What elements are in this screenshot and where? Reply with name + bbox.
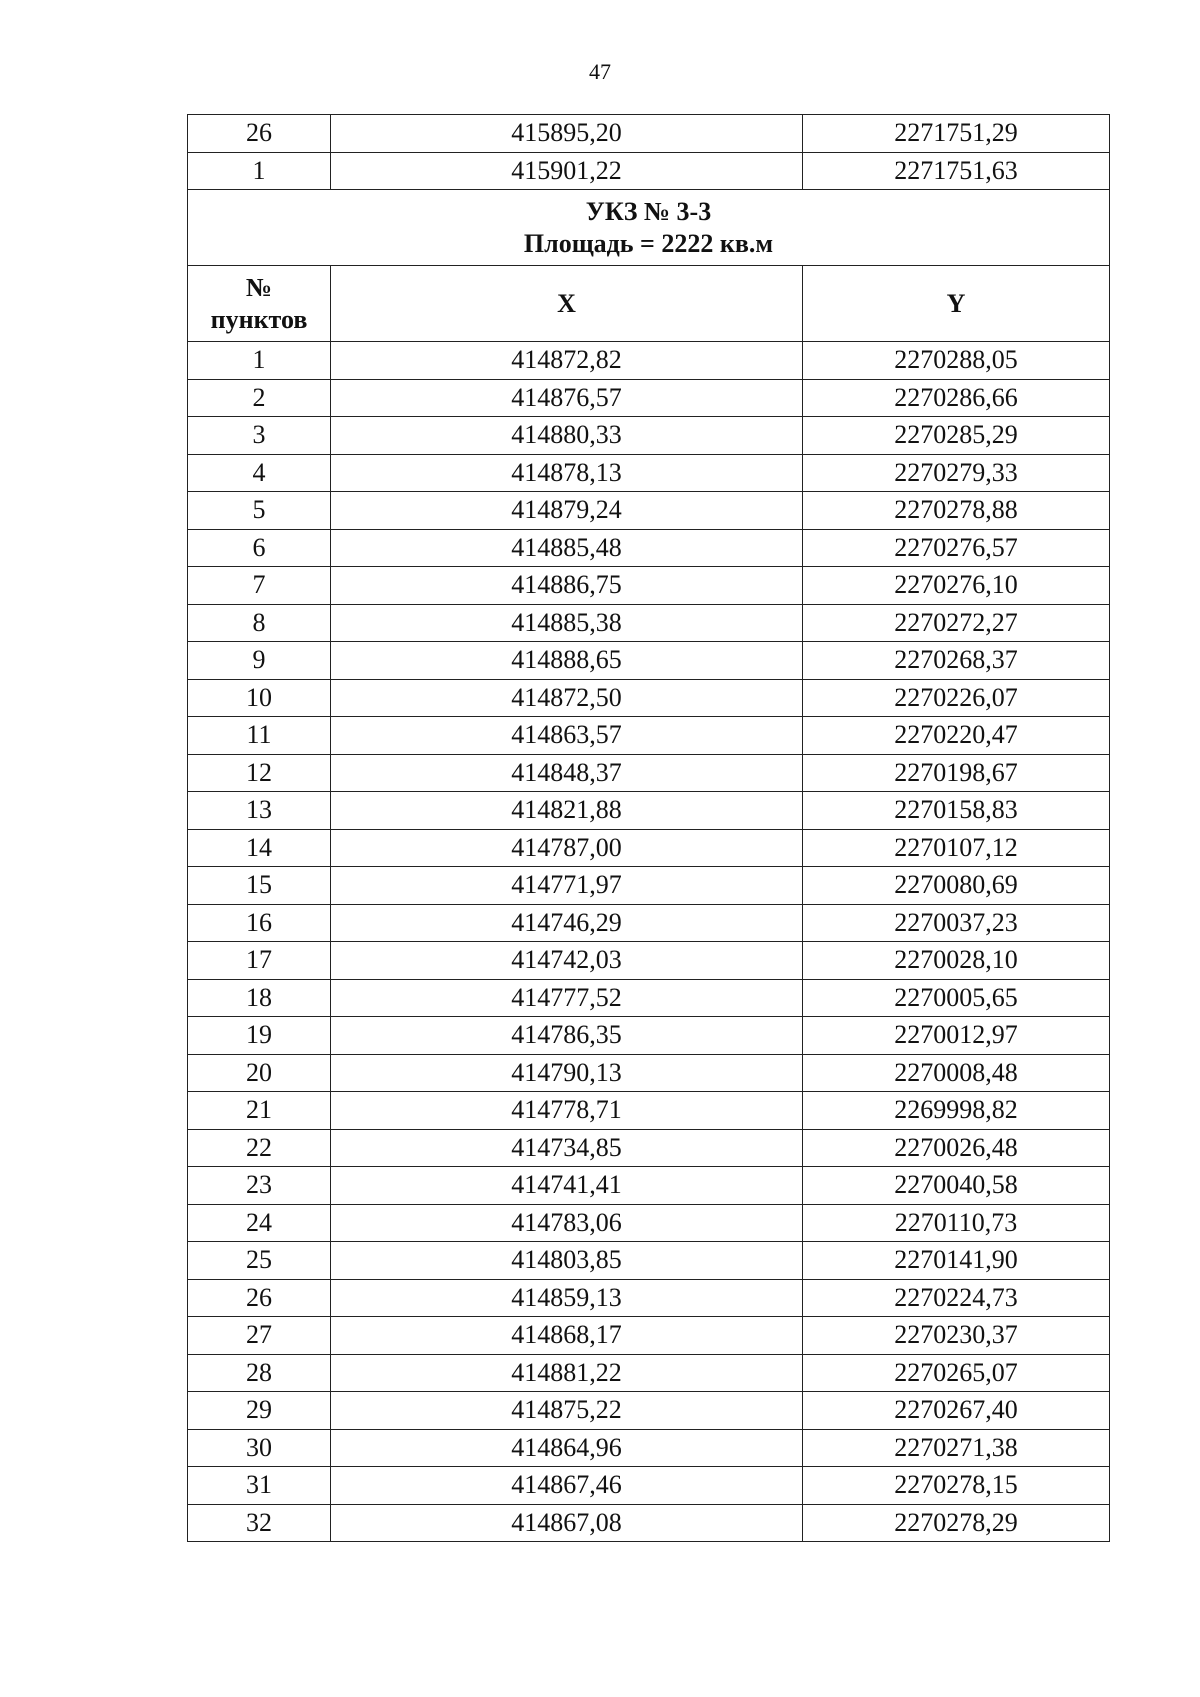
point-number-cell: 2 bbox=[188, 379, 331, 417]
point-number-cell: 29 bbox=[188, 1392, 331, 1430]
y-cell: 2270271,38 bbox=[803, 1429, 1110, 1467]
y-cell: 2270220,47 bbox=[803, 717, 1110, 755]
point-number-cell: 16 bbox=[188, 904, 331, 942]
y-cell: 2270265,07 bbox=[803, 1354, 1110, 1392]
x-cell: 414881,22 bbox=[331, 1354, 803, 1392]
point-number-cell: 23 bbox=[188, 1167, 331, 1205]
table-row bbox=[188, 492, 1110, 530]
x-cell: 414875,22 bbox=[331, 1392, 803, 1430]
point-number-cell: 15 bbox=[188, 867, 331, 905]
y-cell: 2270110,73 bbox=[803, 1204, 1110, 1242]
section-heading bbox=[188, 190, 1110, 266]
table-row bbox=[188, 1467, 1110, 1505]
table-row bbox=[188, 642, 1110, 680]
x-cell: 414888,65 bbox=[331, 642, 803, 680]
x-cell: 415901,22 bbox=[331, 152, 803, 190]
table-row bbox=[188, 152, 1110, 190]
point-number-cell: 1 bbox=[188, 342, 331, 380]
section-heading-row bbox=[188, 190, 1110, 266]
point-number-cell: 32 bbox=[188, 1504, 331, 1542]
x-cell: 414741,41 bbox=[331, 1167, 803, 1205]
point-number-cell: 26 bbox=[188, 115, 331, 153]
x-cell: 414867,46 bbox=[331, 1467, 803, 1505]
x-cell: 414742,03 bbox=[331, 942, 803, 980]
y-cell: 2270198,67 bbox=[803, 754, 1110, 792]
x-cell: 414771,97 bbox=[331, 867, 803, 905]
x-cell: 414880,33 bbox=[331, 417, 803, 455]
y-cell: 2269998,82 bbox=[803, 1092, 1110, 1130]
x-cell: 414821,88 bbox=[331, 792, 803, 830]
table-row bbox=[188, 792, 1110, 830]
header-point-number bbox=[188, 266, 331, 342]
x-cell: 414803,85 bbox=[331, 1242, 803, 1280]
table-row bbox=[188, 829, 1110, 867]
table-row bbox=[188, 754, 1110, 792]
table-row bbox=[188, 1017, 1110, 1055]
table-row bbox=[188, 529, 1110, 567]
y-cell: 2270285,29 bbox=[803, 417, 1110, 455]
point-number-cell: 20 bbox=[188, 1054, 331, 1092]
page-number: 47 bbox=[589, 59, 611, 84]
table-row bbox=[188, 717, 1110, 755]
x-cell: 414786,35 bbox=[331, 1017, 803, 1055]
y-cell: 2270158,83 bbox=[803, 792, 1110, 830]
point-number-cell: 9 bbox=[188, 642, 331, 680]
y-cell: 2270040,58 bbox=[803, 1167, 1110, 1205]
header-row bbox=[188, 266, 1110, 342]
x-cell: 414872,82 bbox=[331, 342, 803, 380]
point-number-cell: 30 bbox=[188, 1429, 331, 1467]
y-cell: 2270278,29 bbox=[803, 1504, 1110, 1542]
y-cell: 2270008,48 bbox=[803, 1054, 1110, 1092]
table-row bbox=[188, 567, 1110, 605]
table-row bbox=[188, 1429, 1110, 1467]
y-cell: 2270286,66 bbox=[803, 379, 1110, 417]
table-row bbox=[188, 979, 1110, 1017]
table-row bbox=[188, 604, 1110, 642]
section-title: УКЗ № 3-3 bbox=[585, 196, 712, 226]
header-x: X bbox=[331, 266, 803, 342]
y-cell: 2270012,97 bbox=[803, 1017, 1110, 1055]
point-number-cell: 11 bbox=[188, 717, 331, 755]
x-cell: 414787,00 bbox=[331, 829, 803, 867]
point-number-cell: 5 bbox=[188, 492, 331, 530]
y-cell: 2270272,27 bbox=[803, 604, 1110, 642]
header-num-sign: № bbox=[245, 272, 273, 302]
header-y: Y bbox=[803, 266, 1110, 342]
point-number-cell: 7 bbox=[188, 567, 331, 605]
x-cell: 414885,38 bbox=[331, 604, 803, 642]
x-cell: 414867,08 bbox=[331, 1504, 803, 1542]
y-cell: 2270080,69 bbox=[803, 867, 1110, 905]
point-number-cell: 24 bbox=[188, 1204, 331, 1242]
x-cell: 414879,24 bbox=[331, 492, 803, 530]
header-num-label: пунктов bbox=[210, 304, 308, 334]
x-cell: 414746,29 bbox=[331, 904, 803, 942]
x-cell: 414859,13 bbox=[331, 1279, 803, 1317]
x-cell: 414872,50 bbox=[331, 679, 803, 717]
x-cell: 415895,20 bbox=[331, 115, 803, 153]
point-number-cell: 14 bbox=[188, 829, 331, 867]
table-row bbox=[188, 1504, 1110, 1542]
point-number-cell: 31 bbox=[188, 1467, 331, 1505]
y-cell: 2270028,10 bbox=[803, 942, 1110, 980]
table-row bbox=[188, 1392, 1110, 1430]
y-cell: 2270288,05 bbox=[803, 342, 1110, 380]
y-cell: 2271751,29 bbox=[803, 115, 1110, 153]
table-row bbox=[188, 942, 1110, 980]
table-row bbox=[188, 454, 1110, 492]
y-cell: 2270276,10 bbox=[803, 567, 1110, 605]
table-row bbox=[188, 342, 1110, 380]
table-row bbox=[188, 679, 1110, 717]
y-cell: 2271751,63 bbox=[803, 152, 1110, 190]
point-number-cell: 10 bbox=[188, 679, 331, 717]
point-number-cell: 27 bbox=[188, 1317, 331, 1355]
x-cell: 414876,57 bbox=[331, 379, 803, 417]
point-number-cell: 13 bbox=[188, 792, 331, 830]
y-cell: 2270005,65 bbox=[803, 979, 1110, 1017]
x-cell: 414864,96 bbox=[331, 1429, 803, 1467]
y-cell: 2270279,33 bbox=[803, 454, 1110, 492]
table-row bbox=[188, 1092, 1110, 1130]
point-number-cell: 17 bbox=[188, 942, 331, 980]
table-row bbox=[188, 417, 1110, 455]
y-cell: 2270026,48 bbox=[803, 1129, 1110, 1167]
point-number-cell: 3 bbox=[188, 417, 331, 455]
table-row bbox=[188, 379, 1110, 417]
y-cell: 2270267,40 bbox=[803, 1392, 1110, 1430]
table-row bbox=[188, 867, 1110, 905]
x-cell: 414778,71 bbox=[331, 1092, 803, 1130]
x-cell: 414878,13 bbox=[331, 454, 803, 492]
table-row bbox=[188, 1317, 1110, 1355]
x-cell: 414848,37 bbox=[331, 754, 803, 792]
y-cell: 2270230,37 bbox=[803, 1317, 1110, 1355]
y-cell: 2270224,73 bbox=[803, 1279, 1110, 1317]
point-number-cell: 28 bbox=[188, 1354, 331, 1392]
top-rows bbox=[188, 115, 1110, 190]
y-cell: 2270278,15 bbox=[803, 1467, 1110, 1505]
point-number-cell: 12 bbox=[188, 754, 331, 792]
table-row bbox=[188, 904, 1110, 942]
point-number-cell: 25 bbox=[188, 1242, 331, 1280]
point-number-cell: 22 bbox=[188, 1129, 331, 1167]
table-row bbox=[188, 1279, 1110, 1317]
y-cell: 2270037,23 bbox=[803, 904, 1110, 942]
point-number-cell: 21 bbox=[188, 1092, 331, 1130]
y-cell: 2270107,12 bbox=[803, 829, 1110, 867]
section-area: Площадь = 2222 кв.м bbox=[523, 228, 774, 258]
point-number-cell: 18 bbox=[188, 979, 331, 1017]
x-cell: 414886,75 bbox=[331, 567, 803, 605]
point-number-cell: 19 bbox=[188, 1017, 331, 1055]
x-cell: 414868,17 bbox=[331, 1317, 803, 1355]
table-row bbox=[188, 1242, 1110, 1280]
point-number-cell: 1 bbox=[188, 152, 331, 190]
y-cell: 2270141,90 bbox=[803, 1242, 1110, 1280]
table-row bbox=[188, 1129, 1110, 1167]
x-cell: 414863,57 bbox=[331, 717, 803, 755]
x-cell: 414734,85 bbox=[331, 1129, 803, 1167]
y-cell: 2270268,37 bbox=[803, 642, 1110, 680]
point-number-cell: 8 bbox=[188, 604, 331, 642]
y-cell: 2270226,07 bbox=[803, 679, 1110, 717]
x-cell: 414885,48 bbox=[331, 529, 803, 567]
section-block bbox=[188, 190, 1110, 342]
x-cell: 414783,06 bbox=[331, 1204, 803, 1242]
point-number-cell: 4 bbox=[188, 454, 331, 492]
table-row bbox=[188, 1354, 1110, 1392]
table-row bbox=[188, 115, 1110, 153]
x-cell: 414790,13 bbox=[331, 1054, 803, 1092]
table-row bbox=[188, 1204, 1110, 1242]
y-cell: 2270276,57 bbox=[803, 529, 1110, 567]
x-cell: 414777,52 bbox=[331, 979, 803, 1017]
table-row bbox=[188, 1054, 1110, 1092]
y-cell: 2270278,88 bbox=[803, 492, 1110, 530]
point-number-cell: 26 bbox=[188, 1279, 331, 1317]
main-rows bbox=[188, 342, 1110, 1542]
coordinates-table bbox=[187, 114, 1110, 1542]
table-row bbox=[188, 1167, 1110, 1205]
point-number-cell: 6 bbox=[188, 529, 331, 567]
